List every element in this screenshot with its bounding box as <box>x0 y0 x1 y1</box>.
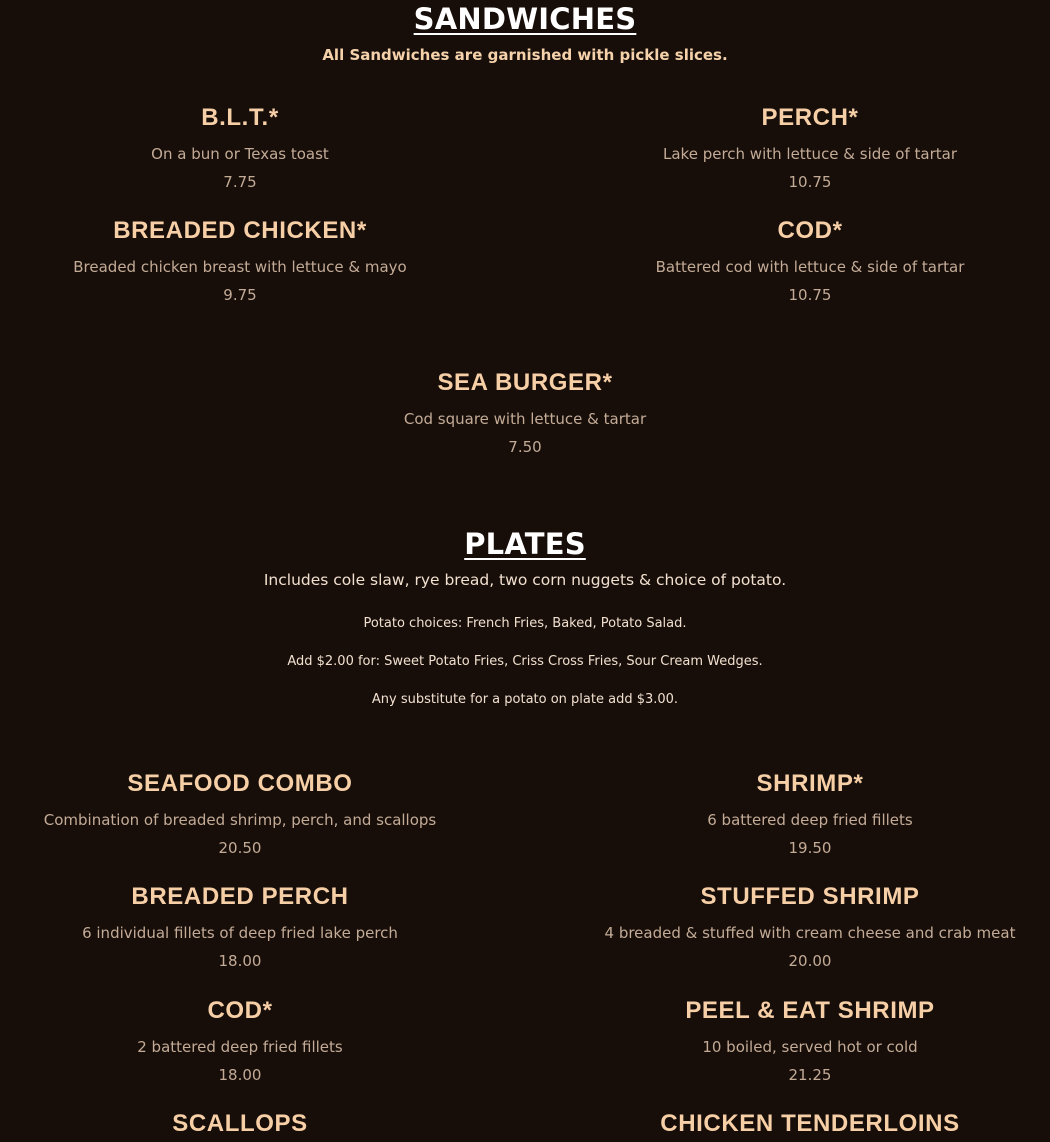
item-name: COD* <box>777 217 843 244</box>
menu-item <box>0 769 500 857</box>
plates-subtitle: Includes cole slaw, rye bread, two corn nuggets & choice of potato. <box>263 571 787 589</box>
item-name: PERCH* <box>761 104 859 131</box>
menu-item <box>0 882 500 970</box>
potato-upgrade-note: Add $2.00 for: Sweet Potato Fries, Criss Cross Fries, Sour Cream Wedges. <box>287 654 763 669</box>
menu-item <box>550 1109 1050 1139</box>
item-name: SEA BURGER* <box>437 369 613 396</box>
item-name: SHRIMP* <box>756 770 864 797</box>
sandwiches-heading: SANDWICHES <box>413 2 637 36</box>
item-description: Breaded chicken breast with lettuce & mayo <box>73 258 407 276</box>
menu-item <box>0 1109 500 1139</box>
menu-item <box>550 103 1050 191</box>
menu-item <box>265 368 785 456</box>
item-price: 9.75 <box>223 286 257 304</box>
item-description: 4 breaded & stuffed with cream cheese and crab meat <box>604 924 1016 942</box>
item-price: 19.50 <box>788 839 832 857</box>
potato-substitute-note: Any substitute for a potato on plate add $3.00. <box>371 692 679 707</box>
sandwiches-subtitle: All Sandwiches are garnished with pickle slices. <box>322 46 728 64</box>
item-name: SCALLOPS <box>172 1110 308 1137</box>
item-name: COD* <box>207 997 273 1024</box>
potato-choices-note: Potato choices: French Fries, Baked, Potato Salad. <box>363 616 687 631</box>
item-description: Cod square with lettuce & tartar <box>403 410 647 428</box>
item-name: BREADED CHICKEN* <box>113 217 367 244</box>
menu-item <box>550 882 1050 970</box>
item-description: Battered cod with lettuce & side of tartar <box>655 258 965 276</box>
item-price: 20.50 <box>218 839 262 857</box>
menu-item <box>550 769 1050 857</box>
item-description: 6 individual fillets of deep fried lake perch <box>82 924 398 942</box>
item-name: B.L.T.* <box>201 104 279 131</box>
item-description: Lake perch with lettuce & side of tartar <box>663 145 957 163</box>
item-name: STUFFED SHRIMP <box>700 883 920 910</box>
menu-item <box>0 103 500 191</box>
item-price: 7.75 <box>223 173 257 191</box>
item-price: 10.75 <box>788 173 832 191</box>
item-price: 10.75 <box>788 286 832 304</box>
item-description: 10 boiled, served hot or cold <box>702 1038 918 1056</box>
menu-item <box>550 216 1050 304</box>
item-price: 20.00 <box>788 952 832 970</box>
item-price: 21.25 <box>788 1066 832 1084</box>
item-name: CHICKEN TENDERLOINS <box>660 1110 960 1137</box>
menu-item <box>550 996 1050 1084</box>
item-price: 7.50 <box>508 438 542 456</box>
item-price: 18.00 <box>218 952 262 970</box>
menu-item <box>0 996 500 1084</box>
item-description: On a bun or Texas toast <box>151 145 329 163</box>
item-description: 6 battered deep fried fillets <box>707 811 913 829</box>
item-name: SEAFOOD COMBO <box>127 770 353 797</box>
item-name: BREADED PERCH <box>131 883 349 910</box>
menu-item <box>0 216 500 304</box>
plates-heading: PLATES <box>464 527 586 561</box>
item-description: Combination of breaded shrimp, perch, and scallops <box>43 811 437 829</box>
item-name: PEEL & EAT SHRIMP <box>685 997 935 1024</box>
item-description: 2 battered deep fried fillets <box>137 1038 343 1056</box>
item-price: 18.00 <box>218 1066 262 1084</box>
